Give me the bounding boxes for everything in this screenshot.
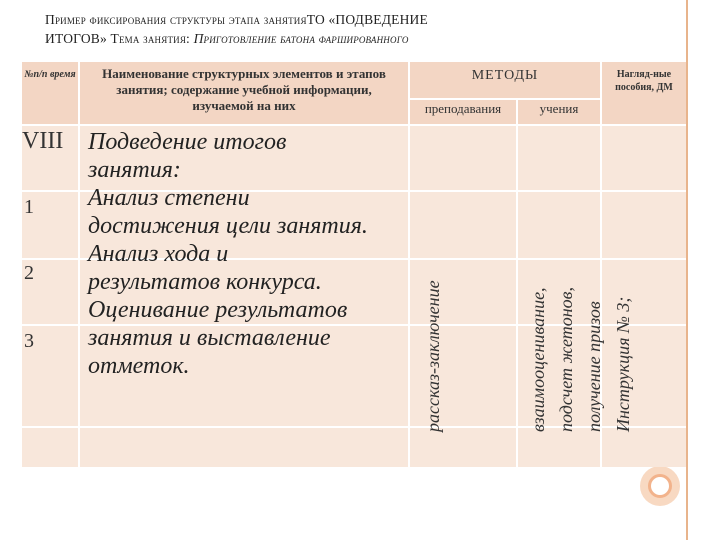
decorative-ring [648, 474, 672, 498]
title-part-3: ИТОГОВ» [45, 31, 111, 46]
slide-title [45, 10, 665, 48]
row-number-1: 1 [24, 196, 34, 218]
stage-content [88, 128, 418, 380]
header-teaching-label: преподавания [424, 101, 502, 116]
item3-line-1: Оценивание результатов [88, 297, 348, 323]
item1-line-1: Анализ степени [88, 185, 250, 211]
row-number-3: 3 [24, 330, 34, 352]
learning-method-line-1: взаимооценивание, [528, 287, 548, 432]
header-methods-label: МЕТОДЫ [471, 68, 539, 83]
item2-line-1: Анализ хода и [88, 241, 229, 267]
header-name-label: Наименование структурных элементов и этапов занятия; содержание учебной информации, изучаемой на них [102, 66, 386, 113]
header-learning-cell [518, 100, 600, 124]
title-part-2: ТО «ПОДВЕДЕНИЕ [306, 12, 428, 27]
item1-line-2: достижения цели занятия. [88, 213, 368, 239]
header-num-label: №п/п время [24, 69, 76, 80]
teaching-method-text: рассказ-заключение [423, 280, 443, 432]
aids-text: Инструкция № 3; [613, 296, 633, 432]
title-part-5: Приготовление батона фаршированного [193, 31, 409, 46]
stage-line-2: занятия: [88, 157, 181, 183]
header-name-cell [80, 62, 408, 124]
title-part-1: Пример фиксирования структуры этапа занятия [45, 12, 307, 27]
row-number-2: 2 [24, 262, 34, 284]
header-learning-label: учения [539, 101, 579, 116]
header-methods-cell [410, 62, 600, 98]
header-num-cell [22, 62, 78, 124]
learning-method-line-2: подсчет жетонов, [556, 287, 576, 432]
stage-number: VIII [22, 128, 64, 154]
column-divider [516, 100, 518, 467]
title-part-4: Тема занятия: [110, 31, 194, 46]
header-aids-cell [602, 62, 686, 124]
header-teaching-cell [410, 100, 516, 124]
stage-line-1: Подведение итогов [88, 129, 287, 155]
column-divider [78, 62, 80, 467]
item3-line-2: занятия и выставление [88, 325, 331, 351]
header-aids-label: Нагляд-ные пособия, ДМ [615, 69, 673, 93]
right-frame-line [686, 0, 688, 540]
item3-line-3: отметок. [88, 353, 190, 379]
learning-method-line-3: получение призов [584, 301, 604, 432]
item2-line-2: результатов конкурса. [88, 269, 322, 295]
